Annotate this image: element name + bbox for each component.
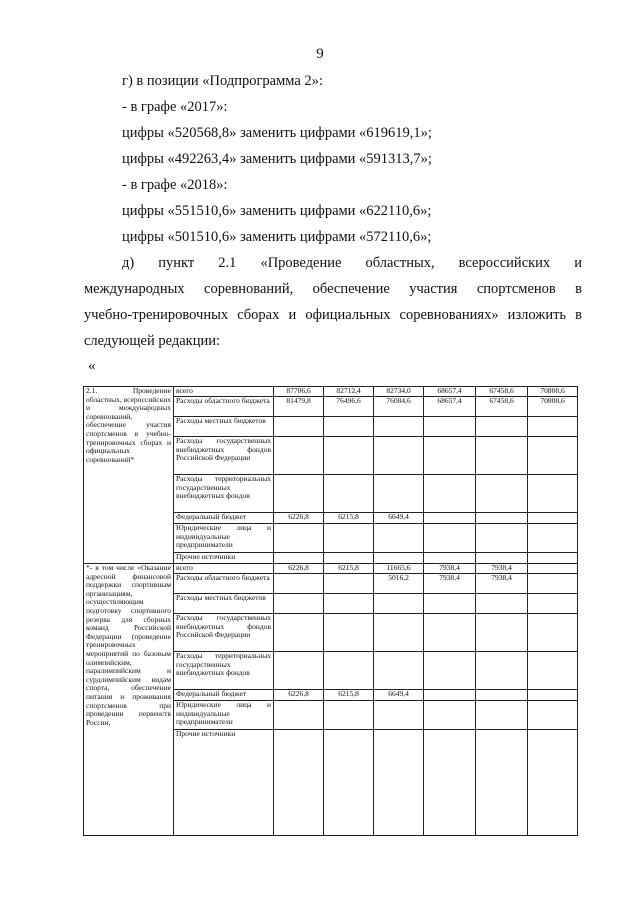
cell xyxy=(476,701,528,730)
cell xyxy=(374,614,424,652)
cell: 67458,6 xyxy=(476,387,528,397)
paragraph-d-line-2: международных соревнований, обеспечение участия спортсменов в xyxy=(84,281,582,297)
cell xyxy=(476,690,528,701)
cell: 6226,8 xyxy=(274,564,324,574)
cell xyxy=(424,437,476,475)
row-label: Расходы государственных внебюджетных фондов Российской Федерации xyxy=(174,614,274,652)
cell xyxy=(424,417,476,437)
cell xyxy=(374,730,424,836)
cell xyxy=(424,594,476,614)
funding-table xyxy=(83,386,578,836)
cell xyxy=(374,701,424,730)
cell: 11665,6 xyxy=(374,564,424,574)
cell xyxy=(374,417,424,437)
row-label: Расходы территориальных государственных внебюджетных фондов xyxy=(174,475,274,513)
cell xyxy=(424,513,476,524)
column-2018-line: - в графе «2018»: xyxy=(122,177,228,193)
row-label: всего xyxy=(174,387,274,397)
cell xyxy=(528,574,578,594)
cell: 6215,8 xyxy=(324,690,374,701)
cell xyxy=(324,524,374,553)
cell xyxy=(476,594,528,614)
row-label: Юридические лица и индивидуальные предприниматели xyxy=(174,524,274,553)
cell xyxy=(274,417,324,437)
row-label: Расходы местных бюджетов xyxy=(174,417,274,437)
cell: 7938,4 xyxy=(424,564,476,574)
cell xyxy=(424,690,476,701)
row-label: Федеральный бюджет xyxy=(174,513,274,524)
cell xyxy=(424,524,476,553)
cell: 6215,8 xyxy=(324,513,374,524)
cell xyxy=(274,614,324,652)
cell xyxy=(424,652,476,690)
cell: 81479,8 xyxy=(274,397,324,417)
cell xyxy=(274,437,324,475)
cell xyxy=(324,701,374,730)
cell xyxy=(424,701,476,730)
cell xyxy=(528,524,578,553)
cell: 6226,8 xyxy=(274,690,324,701)
cell xyxy=(374,437,424,475)
subitem-g: г) в позиции «Подпрограмма 2»: xyxy=(122,73,323,89)
cell xyxy=(528,437,578,475)
cell xyxy=(528,417,578,437)
block-1-name: 2.1. Проведение областных, всероссийских и международных соревнований, обеспечение участия спортсменов в учебно-тренировочных сборах и официальных соревнований* xyxy=(84,387,174,564)
cell: 70808,6 xyxy=(528,397,578,417)
replacement-line-4: цифры «501510,6» заменить цифрами «572110,6»; xyxy=(122,229,432,245)
cell xyxy=(476,475,528,513)
cell: 7938,4 xyxy=(476,574,528,594)
row-label: Юридические лица и индивидуальные предприниматели xyxy=(174,701,274,730)
cell xyxy=(476,437,528,475)
cell: 82734,0 xyxy=(374,387,424,397)
cell xyxy=(324,730,374,836)
cell xyxy=(476,417,528,437)
cell xyxy=(274,594,324,614)
cell xyxy=(476,614,528,652)
cell xyxy=(374,524,424,553)
cell: 68657,4 xyxy=(424,387,476,397)
cell xyxy=(324,614,374,652)
cell: 87706,6 xyxy=(274,387,324,397)
cell xyxy=(274,701,324,730)
cell: 76084,6 xyxy=(374,397,424,417)
block-1 xyxy=(84,387,578,564)
cell xyxy=(374,475,424,513)
cell xyxy=(324,652,374,690)
row-label: Расходы областного бюджета xyxy=(174,397,274,417)
cell xyxy=(424,730,476,836)
cell xyxy=(424,553,476,564)
cell: 6649,4 xyxy=(374,690,424,701)
cell xyxy=(424,475,476,513)
column-2017-line: - в графе «2017»: xyxy=(122,99,228,115)
cell xyxy=(274,475,324,513)
cell xyxy=(324,475,374,513)
block-2-name: *- в том числе «Оказание адресной финансовой поддержки спортивным организациям, осуществляющим подготовку спортивного резерва для сборных команд Российской Федерации (проведение тренировочных мероприятий по базовым олимпийским, паралимпийским и сурдлимпийским видам спорта, обеспечение питания и проживания спортсменов при проведении первенств России, xyxy=(84,564,174,836)
cell: 76496,6 xyxy=(324,397,374,417)
cell xyxy=(528,475,578,513)
row-label: Федеральный бюджет xyxy=(174,690,274,701)
cell xyxy=(324,553,374,564)
cell xyxy=(528,594,578,614)
row-label: Расходы государственных внебюджетных фондов Российской Федерации xyxy=(174,437,274,475)
cell xyxy=(274,553,324,564)
cell xyxy=(528,553,578,564)
replacement-line-1: цифры «520568,8» заменить цифрами «619619,1»; xyxy=(122,125,432,141)
cell xyxy=(476,730,528,836)
cell: 82712,4 xyxy=(324,387,374,397)
row-label: Расходы областного бюджета xyxy=(174,574,274,594)
cell xyxy=(324,417,374,437)
cell xyxy=(528,564,578,574)
cell: 7938,4 xyxy=(424,574,476,594)
paragraph-d-line-3: учебно-тренировочных сборах и официальных соревнованиях» изложить в xyxy=(84,307,582,323)
row-label: Прочие источники xyxy=(174,553,274,564)
cell xyxy=(528,614,578,652)
cell xyxy=(274,524,324,553)
cell xyxy=(528,730,578,836)
cell: 7938,4 xyxy=(476,564,528,574)
cell xyxy=(424,614,476,652)
cell xyxy=(528,701,578,730)
cell xyxy=(528,652,578,690)
cell: 67458,6 xyxy=(476,397,528,417)
cell xyxy=(274,574,324,594)
row-label: всего xyxy=(174,564,274,574)
cell xyxy=(528,690,578,701)
cell xyxy=(476,513,528,524)
cell xyxy=(274,652,324,690)
paragraph-d-line-1: д) пункт 2.1 «Проведение областных, всероссийских и xyxy=(122,255,582,271)
cell xyxy=(324,437,374,475)
cell xyxy=(274,730,324,836)
cell xyxy=(324,574,374,594)
replacement-line-2: цифры «492263,4» заменить цифрами «591313,7»; xyxy=(122,151,432,167)
cell: 70808,6 xyxy=(528,387,578,397)
replacement-line-3: цифры «551510,6» заменить цифрами «622110,6»; xyxy=(122,203,432,219)
cell xyxy=(374,652,424,690)
cell xyxy=(374,553,424,564)
cell xyxy=(476,652,528,690)
cell xyxy=(476,553,528,564)
cell xyxy=(528,513,578,524)
row-label: Расходы местных бюджетов xyxy=(174,594,274,614)
cell: 6226,8 xyxy=(274,513,324,524)
cell: 68657,4 xyxy=(424,397,476,417)
cell xyxy=(324,594,374,614)
cell: 5016,2 xyxy=(374,574,424,594)
cell: 6649,4 xyxy=(374,513,424,524)
paragraph-d-line-4: следующей редакции: xyxy=(84,333,221,349)
page-number: 9 xyxy=(316,46,324,62)
row-label: Расходы территориальных государственных внебюджетных фондов xyxy=(174,652,274,690)
block-2 xyxy=(84,564,578,836)
cell xyxy=(476,524,528,553)
cell xyxy=(374,594,424,614)
row-label: Прочие источники xyxy=(174,730,274,836)
opening-quote: « xyxy=(88,358,96,374)
cell: 6215,8 xyxy=(324,564,374,574)
